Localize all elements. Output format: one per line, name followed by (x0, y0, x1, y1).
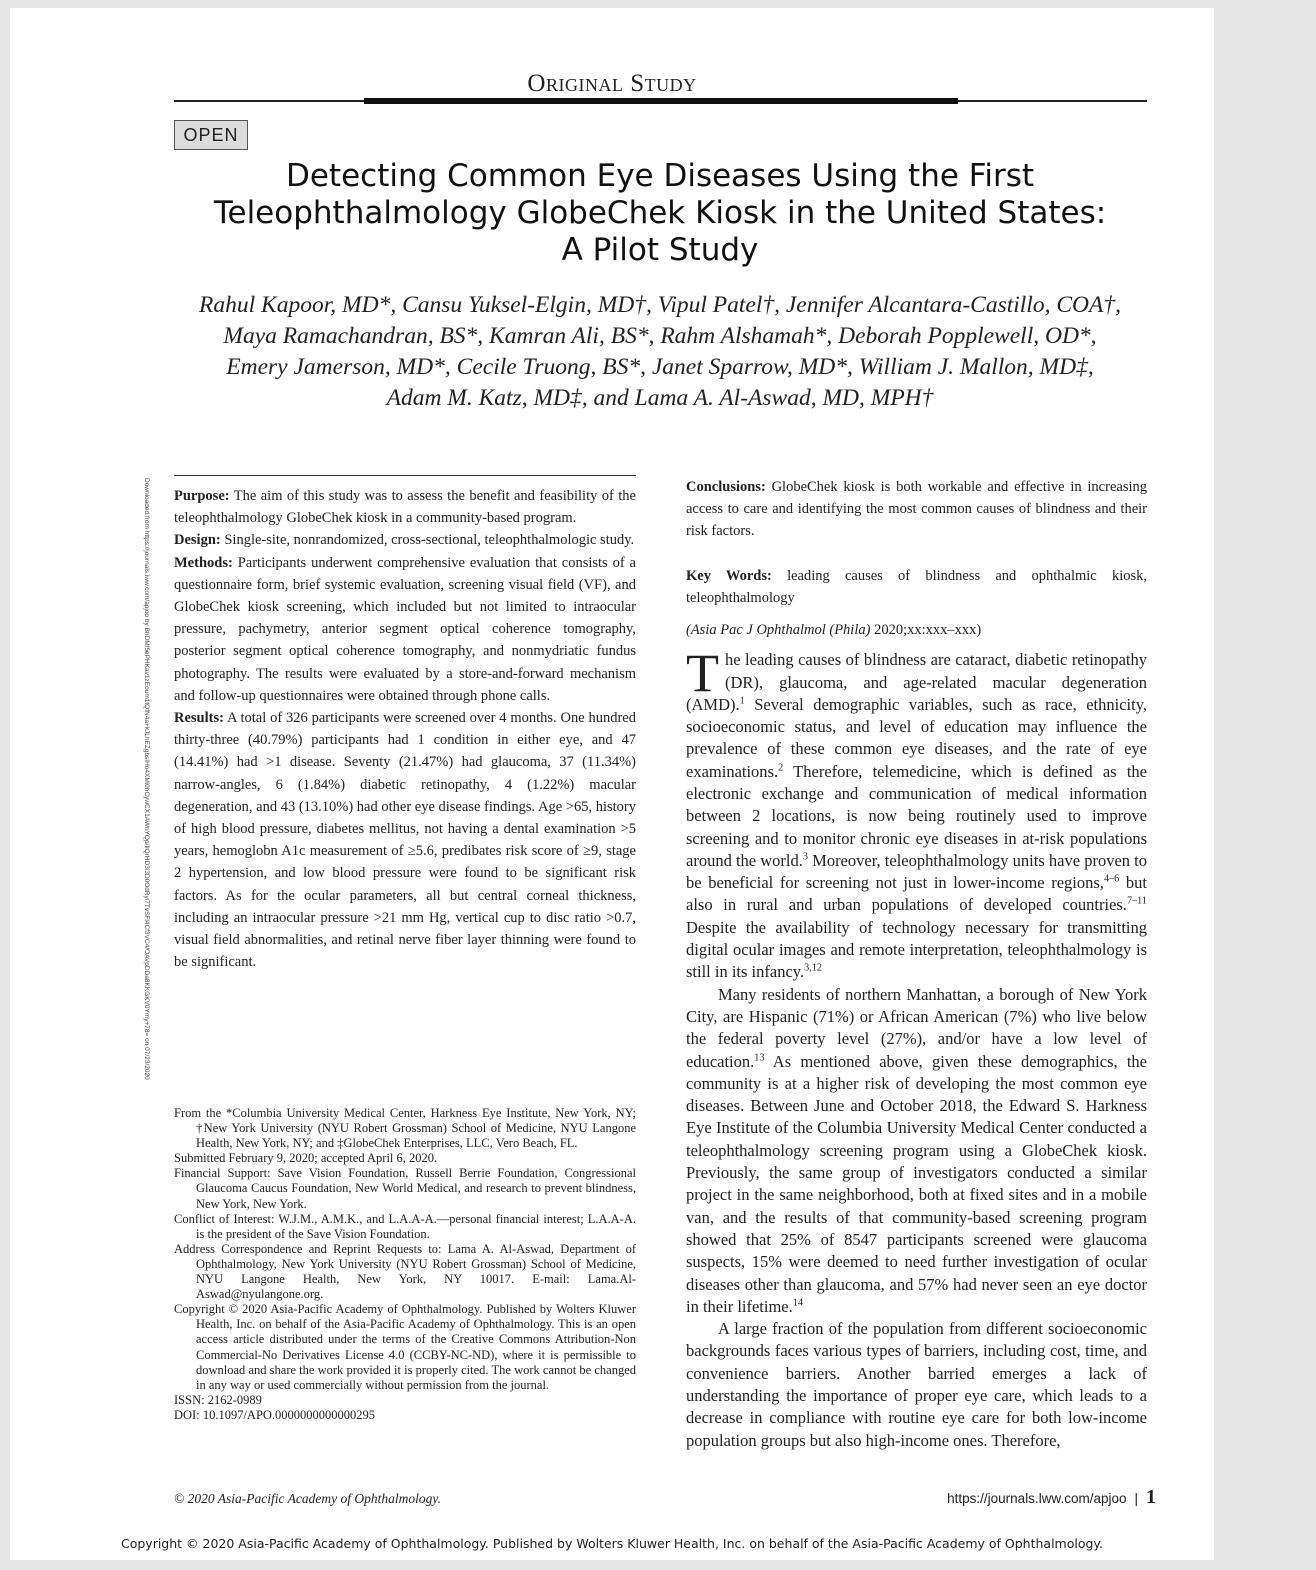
body-text: Despite the availability of technology necessary for transmitting digital ocular images and remote interpretation, teleophthalmology is still in its infancy. (686, 917, 1147, 982)
reference-marker: 2 (778, 762, 784, 774)
reference-marker: 7–11 (1126, 895, 1147, 907)
author-line: Rahul Kapoor, MD*, Cansu Yuksel-Elgin, MD†, Vipul Patel†, Jennifer Alcantara-Castillo, COA†, (199, 292, 1121, 318)
author-line: Adam M. Katz, MD‡, and Lama A. Al-Aswad, MD, MPH† (386, 385, 934, 411)
journal-citation (686, 619, 1147, 641)
header-rule-thick (364, 98, 958, 104)
conclusions-label: Conclusions: (686, 479, 766, 495)
body-text: As mentioned above, given these demographics, the community is at a higher risk of developing the most common eye diseases. Between June and October 2018, the Edward S. Harkness Eye Institute of the Columbia University Medical Center conducted a teleophthalmology screening program using a GlobeChek kiosk. Previously, the same group of investigators conducted a similar project in the same neighborhood, both at fixed sites and in a mobile van, and the results of that community-based screening program showed that 25% of 8547 participants screened were glaucoma suspects, 15% were deemed to need further investigation of ocular diseases other than glaucoma, and 57% had never seen an eye doctor in their lifetime. (686, 1051, 1147, 1316)
article-title (150, 158, 1170, 269)
right-column (686, 476, 1147, 1452)
footer-separator: | (1134, 1491, 1138, 1506)
reference-marker: 3,12 (804, 962, 822, 974)
methods-text: Participants underwent comprehensive evaluation that consists of a questionnaire form, brief systemic evaluation, screening visual field (VF), and GlobeChek kiosk screening, which included but not limited to intraocular pressure, pachymetry, anterior segment optical coherence tomography, posterior segment optical coherence tomography, and nonmydriatic fundus photography. The results were evaluated by a store-and-forward mechanism and follow-up questionnaires were obtained through phone calls. (174, 554, 636, 704)
affiliation-note: From the *Columbia University Medical Center, Harkness Eye Institute, New York, NY; †New York University (NYU Robert Grossman) School of Medicine, NYU Langone Health, New York, NY; and ‡GlobeChek Enterprises, LLC, Vero Beach, FL. (174, 1106, 636, 1151)
funding-note: Financial Support: Save Vision Foundation, Russell Berrie Foundation, Congressional Glaucoma Caucus Foundation, New World Medical, and research to prevent blindness, New York, New York. (174, 1166, 636, 1211)
reference-marker: 14 (792, 1297, 803, 1309)
body-text: but also in rural and urban populations of developed countries. (686, 873, 1147, 915)
results-label: Results: (174, 710, 224, 727)
abstract-design (174, 529, 636, 551)
affiliations-footnote (174, 1106, 636, 1423)
author-line: Maya Ramachandran, BS*, Kamran Ali, BS*, Rahm Alshamah*, Deborah Popplewell, OD*, (223, 323, 1097, 349)
abstract-left (174, 485, 636, 973)
license-note: Copyright © 2020 Asia-Pacific Academy of Ophthalmology. Published by Wolters Kluwer Health, Inc. on behalf of the Asia-Pacific Academy of Ophthalmology. This is an open access article distributed under the terms of the Creative Commons Attribution-Non Commercial-No Derivatives License 4.0 (CCBY-NC-ND), where it is permissible to download and share the work provided it is properly cited. The work cannot be changed in any way or used commercially without permission from the journal. (174, 1302, 636, 1392)
doi-note: DOI: 10.1097/APO.0000000000000295 (174, 1407, 376, 1422)
abstract-methods (174, 552, 636, 707)
citation-journal: (Asia Pac J Ophthalmol (Phila) (686, 622, 871, 639)
keywords (686, 565, 1147, 609)
citation-volume: 2020;xx:xxx–xxx) (870, 622, 982, 639)
design-text: Single-site, nonrandomized, cross-sectional, teleophthalmologic study. (220, 532, 635, 549)
correspondence-note: Address Correspondence and Reprint Requests to: Lama A. Al-Aswad, Department of Ophthalmology, New York University (NYU Robert Grossman) School of Medicine, NYU Langone Health, New York, NY 10017. E-mail: Lama.Al-Aswad@nyulangone.org. (174, 1241, 636, 1302)
keywords-text: leading causes of blindness and ophthalmic kiosk, teleophthalmology (686, 567, 1148, 606)
design-label: Design: (174, 532, 221, 549)
keywords-label: Key Words: (686, 567, 772, 584)
results-text: A total of 326 participants were screened over 4 months. One hundred thirty-three (40.79%) participants had 1 condition in either eye, and 47 (14.41%) had >1 disease. Seventy (21.47%) had glaucoma, 37 (11.34%) narrow-angles, 6 (1.84%) diabetic retinopathy, 4 (1.22%) macular degeneration, and 43 (13.10%) had other eye disease findings. Age >65, history of high blood pressure, diabetes mellitus, not having a dental examination >5 years, hemoglobn A1c measurement of ≥5.6, predibates risk score of ≥9, stage 2 hypertension, and low blood pressure were found to be significant risk factors. As for the ocular parameters, all but central corneal thickness, including an intraocular pressure >21 mm Hg, vertical cup to disc ratio >0.7, visual field abnormalities, and retinal nerve fiber layer thinning were found to be significant. (174, 710, 636, 971)
title-line: A Pilot Study (561, 232, 759, 268)
section-label: Original Study (527, 70, 697, 97)
abstract-results (174, 707, 636, 973)
body-text: he leading causes of blindness are cataract, diabetic retinopathy (DR), glaucoma, and age-related macular degeneration (AMD). (686, 650, 1147, 714)
author-line: Emery Jamerson, MD*, Cecile Truong, BS*, Janet Sparrow, MD*, William J. Mallon, MD‡, (226, 354, 1094, 380)
reference-marker: 4–6 (1103, 873, 1120, 885)
copyright-bar: Copyright © 2020 Asia-Pacific Academy of Ophthalmology. Published by Wolters Kluwer Health, Inc. on behalf of the Asia-Pacific Academy of Ophthalmology. (120, 1536, 1104, 1551)
abstract-rule (174, 475, 636, 476)
footer-copyright: © 2020 Asia-Pacific Academy of Ophthalmology. (174, 1491, 441, 1506)
body-text: Many residents of northern Manhattan, a borough of New York City, are Hispanic (71%) or African American (7%) who live below the federal poverty level (27%), and/or have a low level of education. (686, 984, 1147, 1071)
body-paragraph-1 (686, 643, 1147, 983)
drop-cap: T (686, 643, 719, 704)
download-watermark: Downloaded from https://journals.lww.com/apjoo by BhDMf5ePHKav1zEoum1tQfN4a+kJLhEZgbsIHo4XMi0hCywCX1AWnYQp/IlQrHD3i3D0OdRyi7TvSFl4Cf3VC4/OAVpDDa8KKGKV0Ymy+78= on 07/23/2020 (143, 478, 150, 1080)
methods-label: Methods: (174, 554, 233, 571)
reference-marker: 13 (754, 1052, 765, 1064)
reference-marker: 1 (739, 695, 745, 707)
article-body (686, 643, 1147, 1452)
conflict-note: Conflict of Interest: W.J.M., A.M.K., and L.A.A-A.—personal financial interest; L.A.A-A. is the president of the Save Vision Foundation. (174, 1211, 636, 1241)
conclusions-text: GlobeChek kiosk is both workable and effective in increasing access to care and identifying the most common causes of blindness and their risk factors. (686, 479, 1147, 540)
journal-url-link[interactable]: https://journals.lww.com/apjoo (947, 1491, 1127, 1506)
body-text: Moreover, teleophthalmology units have proven to be beneficial for screening not just in lower-income regions, (686, 850, 1147, 893)
issn-note: ISSN: 2162-0989 (174, 1392, 262, 1407)
body-text: Several demographic variables, such as race, ethnicity, socioeconomic status, and level of education may influence the prevalence of these common eye diseases, and the rate of eye examinations. (686, 694, 1147, 781)
purpose-text: The aim of this study was to assess the benefit and feasibility of the teleophthalmology GlobeChek kiosk in a community-based program. (174, 488, 636, 527)
body-text: Therefore, telemedicine, which is defined as the electronic exchange and communication of medical information between 2 locations, is now being routinely used to improve screening and to monitor chronic eye diseases in at-risk populations around the world. (686, 761, 1147, 870)
author-list (150, 290, 1170, 414)
article-page (10, 8, 1214, 1560)
body-paragraph-2 (686, 984, 1147, 1318)
abstract-purpose (174, 485, 636, 529)
abstract-conclusions (686, 476, 1147, 543)
title-line: Teleophthalmology GlobeChek Kiosk in the United States: (213, 195, 1107, 231)
page-number: 1 (1146, 1486, 1156, 1508)
reference-marker: 3 (802, 851, 808, 863)
submission-note: Submitted February 9, 2020; accepted April 6, 2020. (174, 1151, 438, 1166)
purpose-label: Purpose: (174, 488, 230, 504)
title-line: Detecting Common Eye Diseases Using the First (285, 158, 1035, 194)
footer-journal (947, 1486, 1156, 1509)
body-paragraph-3: A large fraction of the population from different socioeconomic backgrounds faces various types of barriers, including cost, time, and convenience barriers. Another barried emerges a lack of understanding the importance of proper eye care, which leads to a decrease in compliance with routine eye care for both low-income population groups but also high-income ones. Therefore, (686, 1319, 1147, 1450)
open-access-badge: OPEN (174, 120, 248, 150)
